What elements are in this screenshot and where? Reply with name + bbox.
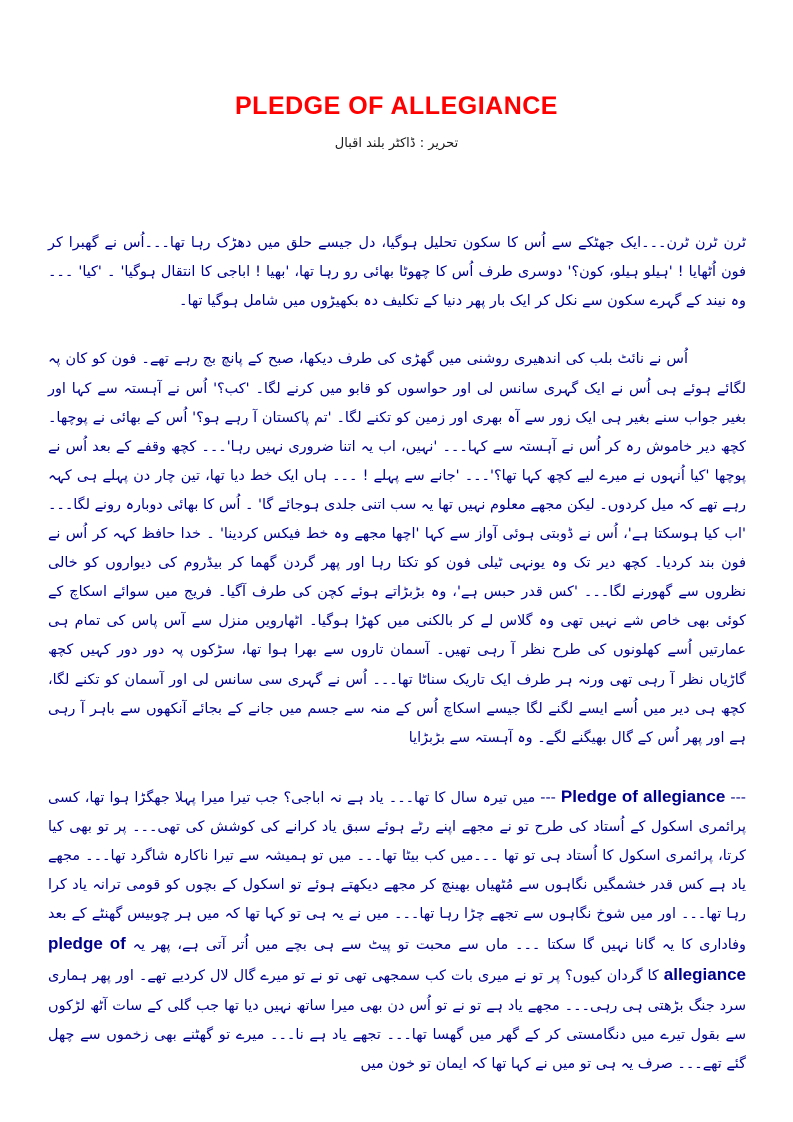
paragraph-3: --- Pledge of allegiance --- میں تیرہ سال کا تھا۔۔۔ یاد ہے نہ اباجی؟ جب تیرا میرا پہلا جھگڑا ہوا تھا، کسی پرائمری اسکول کے اُستاد کی طرح تو نے مجھے اپنے رٹے ہوئے سبق یاد کرانے کی کوشش کی تھی۔۔۔ پر تو بھی کیا کرتا، پرائمری اسکول کا اُستاد ہی تو تھا ۔۔۔میں کب بیٹا تھا۔۔۔ میں تو ہمیشہ سے تیرا ناکارہ شاگرد تھا۔۔۔ مجھے یاد ہے کس قدر خشمگیں نگاہوں سے مُٹھیاں بھینچ کر مجھے دیکھتے ہوئے تو اسکول کے بچوں کو قومی ترانہ یاد کرا رہا تھا۔۔۔ اور میں شوخ نگاہوں سے تجھے چڑا رہا تھا۔۔۔ میں نے یہ ہی تو کہا تھا کہ میں ہر چوبیس گھنٹے کے بعد وفاداری کا یہ گانا نہیں گا سکتا ۔۔۔ ماں سے محبت تو پیٹ سے ہی بچے میں اُتر آتی ہے، پھر یہ pledge of allegiance کا گردان کیوں؟ پر تو نے میری بات کب سمجھی تھی تو نے تو میرے گال لال کردیے تھے۔ اور پھر ہماری سرد جنگ بڑھتی ہی رہی۔۔۔ مجھے یاد ہے تو نے تو اُس دن بھی میرا ساتھ نہیں دیا تھا جب گلی کے سات آٹھ لڑکوں سے بقول تیرے میں دنگامستی کر کے گھر میں گھسا تھا۔۔۔ تجھے یاد ہے نا۔۔۔ میرے تو گھٹنے بھی زخموں سے چھل گئے تھے۔۔۔ صرف یہ ہی تو میں نے کہا تھا کہ ایمان تو خون میں	[48, 786, 747, 1072]
story-body	[48, 200, 746, 1108]
english-phrase: Pledge of allegiance	[560, 786, 726, 806]
paragraph-1: ٹرن ٹرن ٹرن۔۔۔ایک جھٹکے سے اُس کا سکون تحلیل ہوگیا، دل جیسے حلق میں دھڑک رہا تھا۔۔۔اُس نے گھبرا کر فون اُٹھایا ! 'ہیلو ہیلو، کون؟' دوسری طرف اُس کا چھوٹا بھائی رو رہا تھا، 'بھیا ! اباجی کا انتقال ہوگیا' ۔ 'کیا' ۔۔۔وہ نیند کے گہرے سکون سے نکل کر ایک بار پھر دنیا کے تکلیف دہ بکھیڑوں میں شامل ہوگیا تھا۔	[48, 235, 746, 310]
story-title: PLEDGE OF ALLEGIANCE	[235, 92, 558, 120]
paragraph-2: اُس نے نائٹ بلب کی اندھیری روشنی میں گھڑی کی طرف دیکھا، صبح کے پانچ بج رہے تھے۔ فون کو کان پہ لگائے ہوئے ہی اُس نے ایک گہری سانس لی اور حواسوں کو قابو میں کرنے لگا۔ 'کب؟' اُس نے آہستہ سے کہا اور بغیر جواب سنے بغیر ہی ایک زور سے آہ بھری اور زمین کو تکنے لگا۔ 'تم پاکستان آ رہے ہو؟' اُس کے بھائی نے پوچھا۔ کچھ دیر خاموش رہ کر اُس نے آہستہ سے کہا۔۔۔ 'نہیں، اب یہ اتنا ضروری نہیں رہا'۔۔۔ کچھ وقفے کے بعد اُس نے پوچھا 'کیا اُنہوں نے میرے لیے کچھ کہا تھا؟'۔۔۔ 'جانے سے پہلے ! ۔۔۔ ہاں ایک خط دیا تھا، تین چار دن پہلے ہی کہہ رہے تھے کہ میل کردوں۔ لیکن مجھے معلوم نہیں تھا یہ سب اتنی جلدی ہوجائے گا' ۔ اُس کا بھائی دوبارہ رونے لگا۔۔۔ 'اب کیا ہوسکتا ہے'، اُس نے ڈوبتی ہوئی آواز سے کہا 'اچھا مجھے وہ خط فیکس کردینا' ۔ خدا حافظ کہہ کر اُس نے فون بند کردیا۔ کچھ دیر تک وہ یونہی ٹیلی فون کو تکتا رہا اور پھر گردن گھما کر بیڈروم کی دیواروں کو خالی نظروں سے گھورنے لگا۔۔۔ 'کس قدر حبس ہے'، وہ بڑبڑاتے ہوئے کچن کی طرف آگیا۔ فریج میں سوائے اسکاچ کے کوئی بھی خاص شے نہیں تھی وہ گلاس لے کر بالکنی میں کھڑا ہوگیا۔ اٹھارویں منزل سے آس پاس کی تمام ہی عمارتیں اُسے کھلونوں کی طرح نظر آ رہی تھیں۔ آسمان تاروں سے بھرا ہوا تھا، سڑکوں پہ دور دور کہیں کچھ گاڑیاں نظر آ رہی تھی ورنہ ہر طرف ایک تاریک سناٹا تھا۔۔۔ اُس نے گہری سی سانس لی اور آسمان کو تکنے لگا، کچھ ہی دیر میں اُسے ایسے لگنے لگا جیسے اسکاچ اُس کے منہ سے جسم میں جانے کے بجائے آنکھوں سے باہر آ رہی ہے اور پھر اُس کے گال بھیگنے لگے۔ وہ آہستہ سے بڑبڑایا	[48, 351, 746, 746]
english-phrase: pledge of allegiance	[48, 934, 746, 985]
author-byline: تحریر : ڈاکٹر بلند اقبال	[334, 136, 459, 151]
